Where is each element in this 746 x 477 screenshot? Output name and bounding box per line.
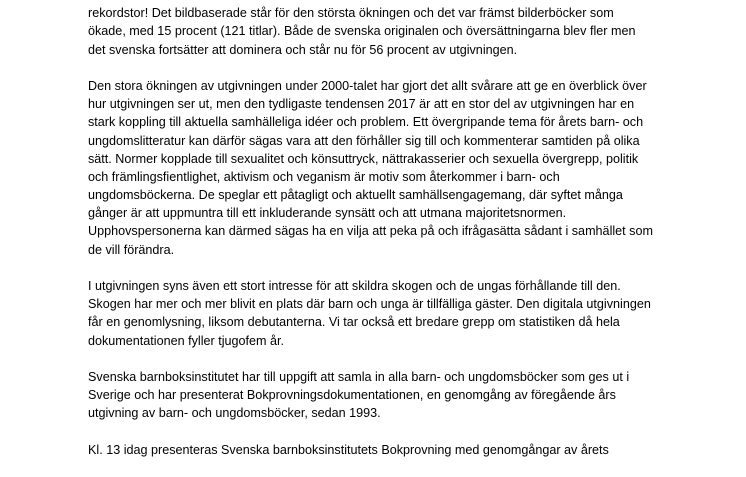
text-line: Den stora ökningen av utgivningen under 2000-talet har gjort det allt svårare att ge en överblick över (88, 78, 647, 93)
text-line: det svenska fortsätter att dominera och står nu för 56 procent av utgivningen. (88, 42, 518, 57)
text-line: dokumentationen fyller tjugofem år. (88, 333, 285, 348)
text-line: och främlingsfientlighet, aktivism och veganism är motiv som återkommer i barn- och (88, 169, 560, 184)
document-body (88, 0, 678, 477)
text-line: ungdomslitteratur kan därför sägas vara att den förhåller sig till och kommenterar samtiden på olika (88, 133, 640, 148)
text-line: de vill förändra. (88, 242, 175, 257)
text-line: stark koppling till aktuella samhälleliga idéer och problem. Ett övergripande tema för årets barn- och (88, 115, 644, 130)
paragraph-1 (88, 0, 678, 59)
text-line: Svenska barnboksinstitutet har till uppgift att samla in alla barn- och ungdomsböcker som ges ut i (88, 369, 630, 384)
text-line: gånger är att uppmuntra till ett inkluderande synsätt och att utmana majoritetsnormen. (88, 206, 567, 221)
text-line: får en genomlysning, liksom debutanterna. Vi tar också ett bredare grepp om statistiken då hela (88, 315, 620, 330)
paragraph-4 (88, 368, 678, 423)
text-line: ungdomsböckerna. De speglar ett påtagligt och aktuellt samhällsengagemang, där syftet många (88, 188, 623, 203)
text-line: hur utgivningen ser ut, men den tydligaste tendensen 2017 är att en stor del av utgivningen har en (88, 97, 635, 112)
text-line: utgivning av barn- och ungdomsböcker, sedan 1993. (88, 406, 381, 421)
text-line: Sverige och har presenterat Bokprovningsdokumentationen, en genomgång av föregående års (88, 388, 616, 403)
paragraph-3 (88, 277, 678, 350)
text-line: Kl. 13 idag presenteras Svenska barnboksinstitutets Bokprovning med genomgångar av årets (88, 442, 609, 457)
text-line: Upphovspersonerna kan därmed sägas ha en vilja att peka på och ifrågasätta sådant i samhället som (88, 224, 653, 239)
text-line: sätt. Normer kopplade till sexualitet och könsuttryck, nättrakasserier och sexuella övergrepp, politik (88, 151, 639, 166)
paragraph-5 (88, 441, 678, 459)
text-line: I utgivningen syns även ett stort intresse för att skildra skogen och de ungas förhållande till den. (88, 279, 621, 293)
text-line: rekordstor! Det bildbaserade står för den största ökningen och det var främst bilderböcker som (88, 6, 614, 21)
paragraph-2 (88, 77, 678, 259)
text-line: ökade, med 15 procent (121 titlar). Både de svenska originalen och översättningarna blev fler men (88, 24, 636, 39)
text-line: Skogen har mer och mer blivit en plats där barn och unga är tillfälliga gäster. Den digitala utgivningen (88, 297, 651, 312)
